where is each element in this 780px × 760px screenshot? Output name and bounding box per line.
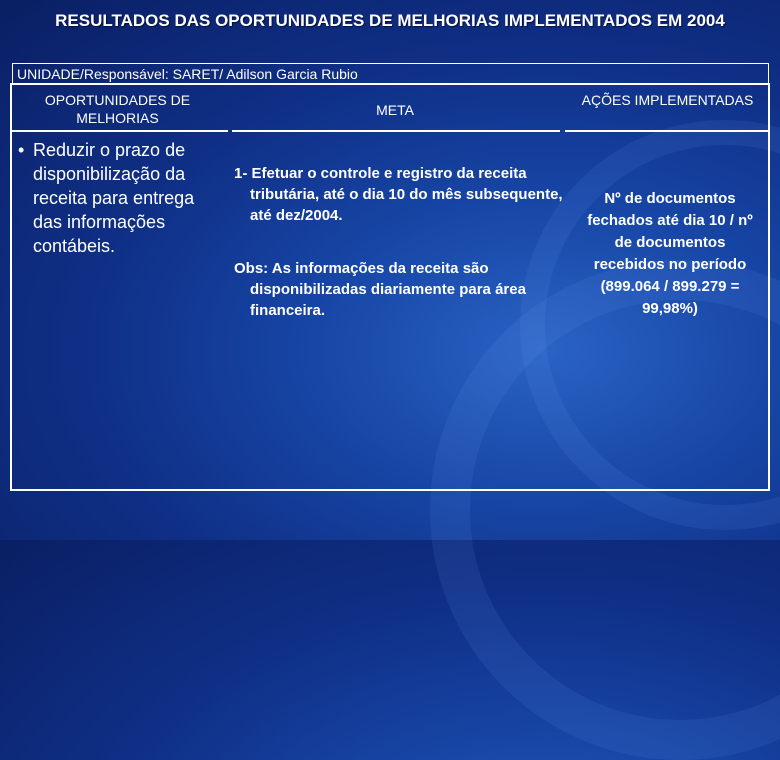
header-acoes: AÇÕES IMPLEMENTADAS [581,92,754,108]
oportunidade-text: Reduzir o prazo de disponibilização da receita para entrega das informações contábeis. [33,140,195,256]
header-oportunidades: OPORTUNIDADES DE MELHORIAS [44,92,191,126]
meta-item-1: 1- Efetuar o controle e registro da receita tributária, até o dia 10 do mês subsequente, até dez/2004. [234,165,563,224]
meta-obs: Obs: As informações da receita são disponibilizadas diariamente para área financeira. [234,260,526,319]
header-divider [12,130,228,132]
header-divider [232,130,560,132]
header-meta: META [376,102,414,118]
header-divider [565,130,770,132]
bullet-icon: • [18,140,25,160]
page-title: RESULTADOS DAS OPORTUNIDADES DE MELHORIAS IMPLEMENTADOS EM 2004 [55,11,725,30]
unidade-responsavel: UNIDADE/Responsável: SARET/ Adilson Garcia Rubio [12,63,769,83]
oportunidade-cell [18,138,218,258]
acoes-text: Nº de documentos fechados até dia 10 / nº de documentos recebidos no período (899.064 / 899.279 = 99,98%) [587,190,753,317]
